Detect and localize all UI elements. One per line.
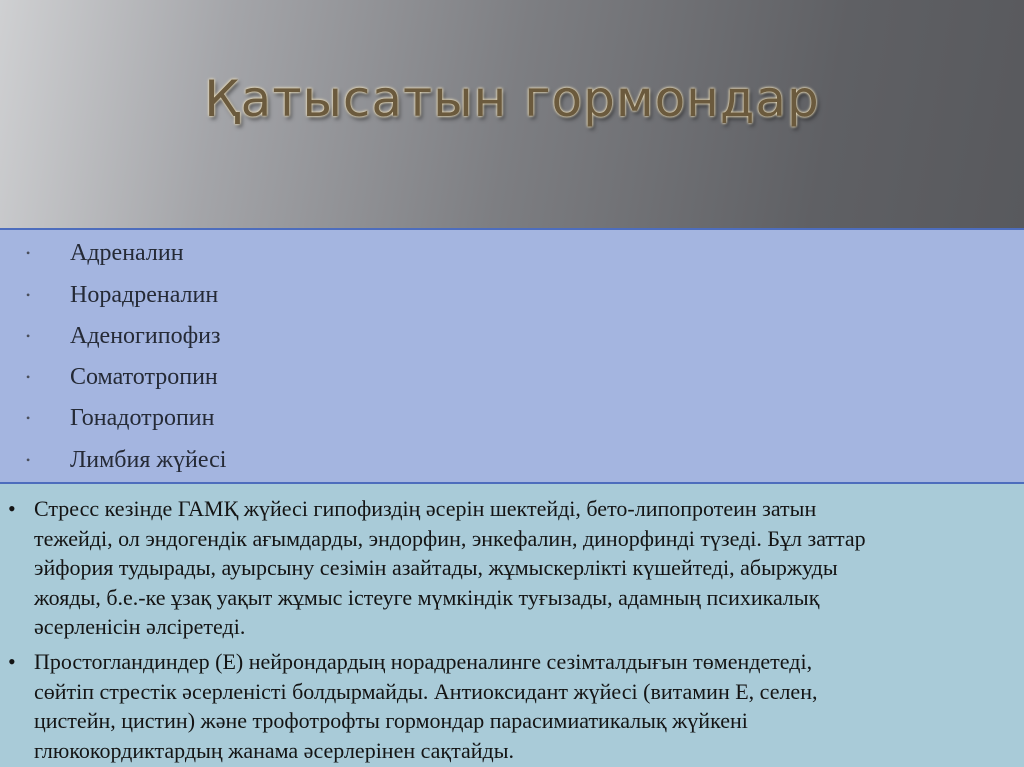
paragraph-line: глюкокордиктардың жанама әсерлерінен сақтайды. xyxy=(34,737,515,763)
bullet-icon: • xyxy=(26,453,31,467)
paragraph-line: цистейн, цистин) және трофотрофты гормондар парасимиатикалық жүйкені xyxy=(34,708,748,733)
bullet-icon: • xyxy=(8,649,16,674)
paragraph-line: эйфория тудырады, ауырсыну сезімін азайтады, жұмыскерлікті күшейтеді, абыржуды xyxy=(34,555,838,580)
paragraph-text xyxy=(34,494,994,642)
bullet-icon: • xyxy=(26,288,31,302)
title-band xyxy=(0,0,1024,228)
bullet-icon: • xyxy=(26,329,31,343)
hormone-item xyxy=(0,401,600,435)
paragraph-line: тежейді, ол эндогендік ағымдарды, эндорфин, энкефалин, динорфинді түзеді. Бұл заттар xyxy=(34,525,866,551)
hormone-item xyxy=(0,443,600,477)
paragraph-text xyxy=(34,647,994,765)
hormone-item xyxy=(0,360,600,394)
bullet-icon: • xyxy=(8,496,16,521)
hormone-item xyxy=(0,236,600,270)
slide-title: Қатысатын гормондар xyxy=(204,70,820,128)
paragraph-line: әсерленісін әлсіретеді. xyxy=(34,614,246,639)
hormone-label: Норадреналин xyxy=(70,282,219,308)
hormone-label: Аденогипофиз xyxy=(70,323,221,349)
bullet-icon: • xyxy=(26,411,31,425)
hormone-item xyxy=(0,319,600,353)
bullet-icon: • xyxy=(26,370,31,384)
hormone-label: Гонадотропин xyxy=(70,405,215,431)
hormone-item xyxy=(0,278,600,312)
paragraph-line: Стресс кезінде ГАМҚ жүйесі гипофиздің әсерін шектейді, бето-липопротеин затын xyxy=(34,496,817,521)
bullet-icon: • xyxy=(26,246,31,260)
hormone-label: Лимбия жүйесі xyxy=(70,447,227,473)
paragraph-area xyxy=(0,484,1024,767)
paragraph-line: сөйтіп стрестік әсерленісті болдырмайды. Антиоксидант жүйесі (витамин Е, селен, xyxy=(34,678,818,704)
hormone-label: Адреналин xyxy=(70,240,184,266)
hormone-list-band xyxy=(0,228,1024,484)
paragraph-line: жояды, б.е.-ке ұзақ уақыт жұмыс істеуге мүмкіндік туғызады, адамның психикалық xyxy=(34,584,820,610)
hormone-label: Соматотропин xyxy=(70,364,218,390)
paragraph-line: Простогландиндер (Е) нейрондардың норадреналинге сезімталдығын төмендетеді, xyxy=(34,649,813,674)
